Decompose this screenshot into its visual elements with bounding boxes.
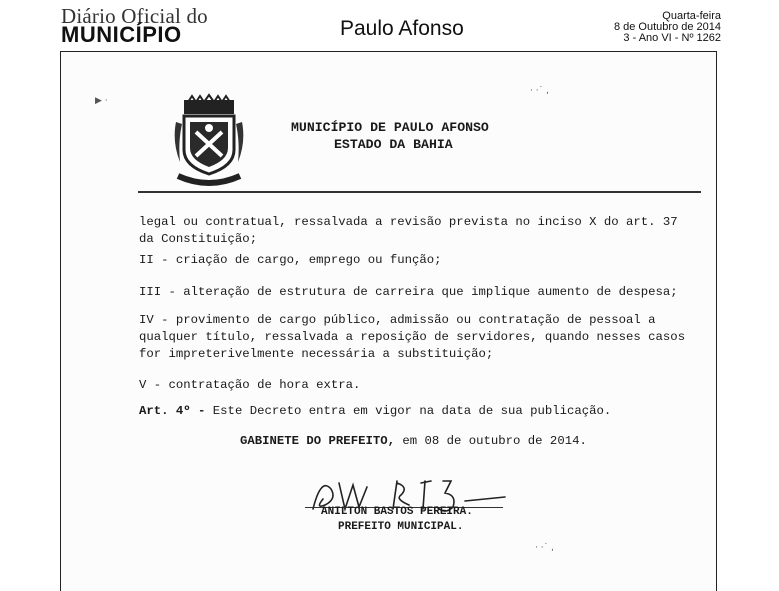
publication-date: 8 de Outubro de 2014 [613, 21, 721, 33]
closing-label: GABINETE DO PREFEITO, [240, 434, 395, 448]
article-label: Art. 4º - [139, 404, 206, 418]
document-header-title: MUNICÍPIO DE PAULO AFONSO [291, 120, 489, 135]
paragraph-line: da Constituição; [139, 232, 258, 246]
logo-subtitle: MUNICÍPIO [61, 22, 182, 47]
logo-title: Diário Oficial do [61, 4, 208, 28]
paragraph-line: legal ou contratual, ressalvada a revisão prevista no inciso X do art. 37 [139, 215, 678, 229]
city-name: Paulo Afonso [340, 17, 464, 40]
header-divider [138, 191, 701, 193]
scan-noise-icon: · ·˙ ‚ [535, 543, 554, 553]
paragraph-line: for impreterivelmente necessária a substituição; [139, 347, 494, 361]
paragraph-item-ii: II - criação de cargo, emprego ou função; [139, 253, 442, 267]
paragraph-line: qualquer título, ressalvada a reposição de servidores, quando nesses casos [139, 330, 686, 344]
closing-line [240, 433, 587, 450]
document-header-subtitle: ESTADO DA BAHIA [334, 137, 453, 152]
edition-number: 3 - Ano VI - Nº 1262 [623, 32, 721, 44]
scan-mark-icon: ▶ · [95, 96, 108, 106]
closing-text: em 08 de outubro de 2014. [394, 434, 587, 448]
paragraph-item-iii: III - alteração de estrutura de carreira que implique aumento de despesa; [139, 285, 678, 299]
article-4 [139, 403, 611, 420]
weekday: Quarta-feira [662, 10, 721, 22]
signatory-role: PREFEITO MUNICIPAL. [338, 521, 464, 533]
municipal-crest-icon [172, 92, 246, 188]
paragraph-item-v: V - contratação de hora extra. [139, 378, 361, 392]
scan-noise-icon: · ·˙ ‚ [530, 86, 549, 96]
signatory-name: ANILTON BASTOS PEREIRA. [321, 506, 473, 518]
article-text: Este Decreto entra em vigor na data de sua publicação. [205, 404, 612, 418]
paragraph-item-iv: IV - provimento de cargo público, admissão ou contratação de pessoal a [139, 313, 656, 327]
